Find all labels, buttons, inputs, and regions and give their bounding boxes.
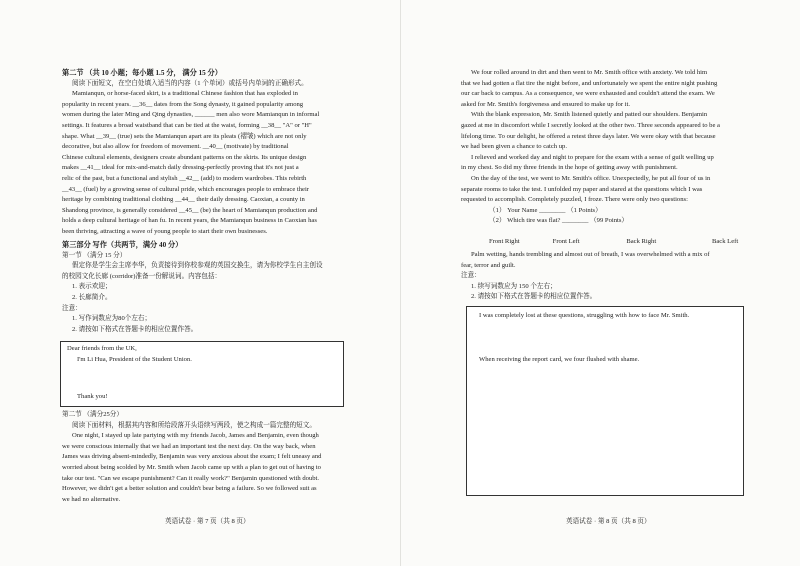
passage-line: been thriving, attracting a wave of young people to start their own businesses. bbox=[62, 227, 268, 235]
prompt-line: 假定你是学生会主席李华，负责接待到你校参观的英国交换生，请为你校学生自主创设 bbox=[72, 262, 323, 270]
story-line: in my chest. So did my three friends in the hope of getting away with punishment. bbox=[461, 164, 678, 172]
passage-line: popularity in recent years. __36__ dates from the Song dynasty, it gained popularity among bbox=[62, 100, 304, 108]
story-line: take our test. "Can we escape punishment? Can it really work?" Benjamin questioned with doubt. bbox=[62, 474, 319, 482]
story-line: lifelong time. To our delight, he offered a retest three days later. We were okay with that because bbox=[461, 132, 716, 140]
passage-line: Shandong province, is generally considered __45__ (be) the heart of Mamianqun production and bbox=[62, 206, 318, 214]
note-line: 2. 请按如下格式在答题卡的相应位置作答。 bbox=[72, 325, 198, 333]
prompt-line: 2. 长廊简介。 bbox=[72, 293, 112, 301]
prompt-line: 的校园文化长廊 (corridor)准备一份解说词。内容包括： bbox=[62, 272, 222, 280]
letter-greeting: Dear friends from the UK, bbox=[67, 345, 137, 352]
story-line: our car back to campus. As a consequence, we were exhausted and couldn't attend the exam. We bbox=[461, 90, 715, 98]
notes-label: 注意： bbox=[62, 304, 82, 312]
passage-line: heritage by combining traditional clothing __44__ their daily dressing. Caoxian, a county in bbox=[62, 196, 305, 204]
letter-intro: I'm Li Hua, President of the Student Union. bbox=[77, 355, 192, 363]
passage-line: shape. What __39__ (true) sets the Mamianqun apart are its pleats (褶皱) which are not only bbox=[62, 132, 307, 140]
story-line: that we had gotten a flat tire the night before, and unfortunately we spent the entire night pushing bbox=[461, 79, 718, 87]
passage-line: Mamianqun, or horse-faced skirt, is a traditional Chinese fashion that has exploded in bbox=[72, 90, 298, 98]
section2-title: 第二节 （共 10 小题；每小题 1.5 分， 满分 15 分） bbox=[62, 69, 222, 77]
left-page-footer: 英语试卷 · 第 7 页（共 8 页） bbox=[165, 518, 250, 525]
part3-title: 第三部分 写作（共两节，满分 40 分） bbox=[62, 241, 183, 249]
passage-line: women during the later Ming and Qing dynasties, ______ men also wore Mamianqun in informal bbox=[62, 111, 320, 119]
continuation-block bbox=[62, 410, 321, 505]
section2-instruction: 阅读下面短文，在空白处填入适当的内容（1 个单词）或括号内单词的正确形式。 bbox=[72, 79, 308, 87]
test-question-2: （2） Which tire was flat? ________ （99 Points） bbox=[489, 217, 628, 225]
test-question-1: （1） Your Name ________ （1 Points） bbox=[489, 206, 602, 214]
letter-closing: Thank you! bbox=[77, 393, 108, 400]
box-paragraph-1: I was completely lost at these questions, struggling with how to face Mr. Smith. bbox=[479, 312, 690, 319]
story-line: However, we didn't get a better solution and couldn't bear being a failure. So we followed suit as bbox=[62, 485, 317, 493]
tire-options bbox=[489, 238, 738, 245]
box-paragraph-2: When receiving the report card, we four flushed with shame. bbox=[479, 356, 640, 363]
part3-sub1-title: 第一节 （满分 15 分） bbox=[62, 251, 127, 259]
story-line: we had been given a chance to catch up. bbox=[461, 143, 567, 151]
right-page-footer: 英语试卷 · 第 8 页（共 8 页） bbox=[566, 518, 651, 525]
passage-line: __43__ (fuel) by a growing sense of cultural pride, which encourages people to embrace their bbox=[62, 185, 309, 193]
passage-line: relic of the past, but a functional and stylish __42__ (add) to modern wardrobes. This rebirth bbox=[62, 174, 307, 182]
note-line: 1. 续写词数应为 150 个左右； bbox=[471, 282, 557, 290]
story-line: We four rolled around in dirt and then went to Mr. Smith office with anxiety. We told him bbox=[471, 69, 708, 76]
note-line: 2. 请按如下格式在答题卡的相应位置作答。 bbox=[471, 293, 597, 301]
right-story-block bbox=[461, 68, 720, 227]
story-line: With the blank expression, Mr. Smith listened quietly and patted our shoulders. Benjamin bbox=[471, 111, 708, 119]
tire-option: Front Right bbox=[489, 238, 520, 245]
story-line: On the day of the test, we went to Mr. Smith's office. Unexpectedly, he put all four of us in bbox=[471, 174, 711, 182]
letter-answer-box bbox=[60, 341, 344, 407]
tire-option: Back Right bbox=[626, 238, 657, 245]
story-line: One night, I stayed up late partying with my friends Jacob, James and Benjamin, even though bbox=[72, 432, 319, 440]
story-line: asked for Mr. Smith's forgiveness and ensured to make up for it. bbox=[461, 100, 630, 108]
story-line: worried about being scolded by Mr. Smith when Jacob came up with a plan to get out of having to bbox=[62, 463, 321, 471]
sub2-instruction: 阅读下面材料，根据其内容和所给段落开头语续写两段，使之构成一篇完整的短文。 bbox=[72, 421, 316, 429]
story-line: we had no alternative. bbox=[62, 495, 121, 503]
right-page bbox=[400, 0, 800, 566]
prompt-line: 1. 表示欢迎； bbox=[72, 283, 112, 291]
note-line: 1. 写作词数应为80个左右； bbox=[72, 315, 152, 323]
tire-option: Back Left bbox=[711, 238, 739, 245]
story-line: we were conscious internally that we had an important test the next day. On the way back, when bbox=[62, 442, 316, 450]
part3-block bbox=[62, 240, 323, 335]
part3-sub2-title: 第二节 （满分25分） bbox=[62, 411, 123, 418]
passage-line: settings. It features a broad waistband that can be tied at the waist, forming __38__ "A" or "H" bbox=[62, 121, 312, 129]
story-line: I relieved and worked day and night to prepare for the exam with a sense of guilt welling up bbox=[471, 153, 714, 161]
continuation-answer-box bbox=[466, 306, 744, 496]
story-line: gazed at me in discomfort while I secretly looked at the other two. Three seconds appeared to be a bbox=[461, 121, 720, 129]
after-line: fear, terror and guilt. bbox=[461, 261, 516, 269]
notes-label: 注意： bbox=[461, 272, 481, 280]
tire-option: Front Left bbox=[552, 238, 580, 245]
section2-block bbox=[62, 68, 319, 238]
story-line: James was driving absent-mindedly, Benjamin was very anxious about the exam; I felt uneasy and bbox=[62, 453, 322, 461]
story-line: separate rooms to take the test. I unfolded my paper and stared at the questions which I was bbox=[461, 185, 703, 193]
after-line: Palm wetting, hands trembling and almost out of breath, I was overwhelmed with a mix of bbox=[471, 251, 710, 258]
right-after-block bbox=[461, 250, 710, 303]
passage-line: decorative, but also allow for freedom of movement. __40__ (motivate) by traditional bbox=[62, 143, 289, 151]
passage-line: holds a deep cultural heritage of han fu. In recent years, the Mamianqun business in Caoxian has bbox=[62, 217, 317, 225]
story-line: requested to accomplish. Completely puzzled, I froze. There were only two questions: bbox=[461, 196, 688, 204]
passage-line: Chinese cultural elements, designers create abundant patterns on the skirts. Its unique design bbox=[62, 153, 307, 161]
passage-line: makes __41__ ideal for mix-and-match daily dressing-perfectly proving that it's not just a bbox=[62, 164, 299, 172]
